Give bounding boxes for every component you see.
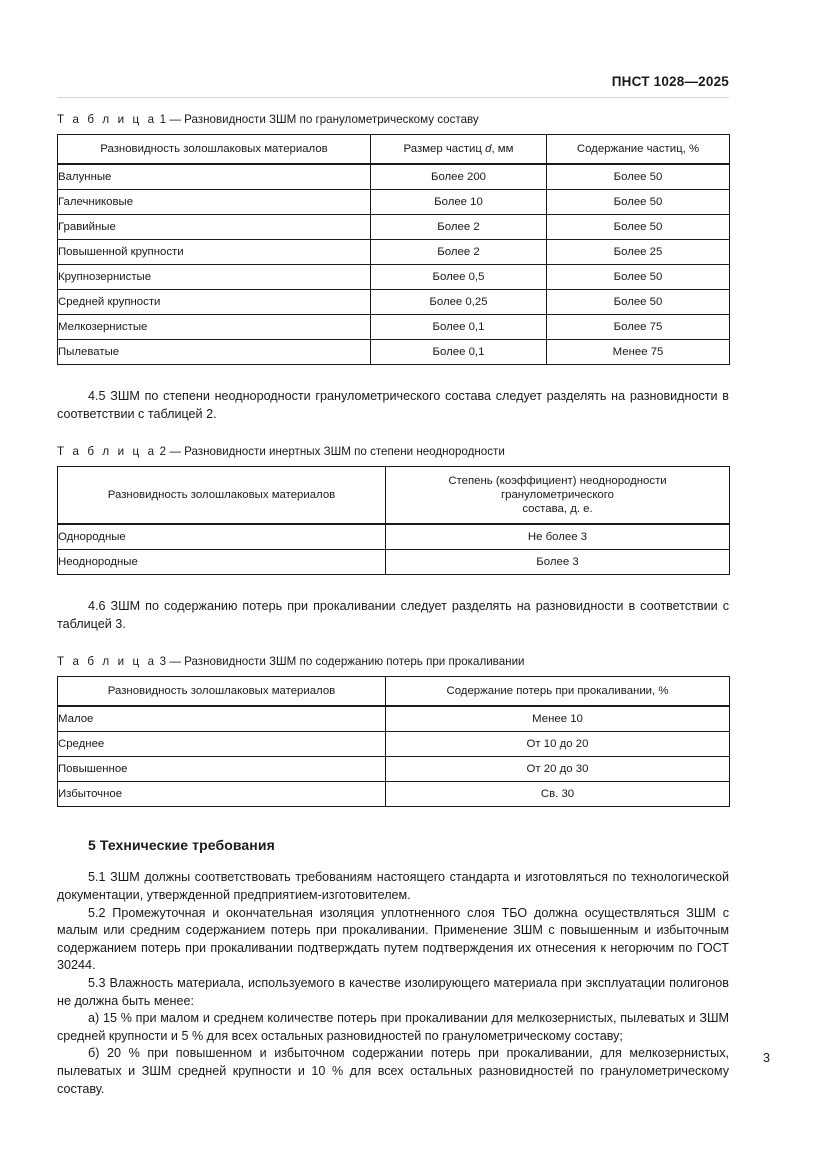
table2-caption [57, 444, 729, 459]
table1-cell-3-0: Повышенной крупности [58, 240, 371, 265]
table-1 [57, 134, 730, 365]
table3-caption-text: — Разновидности ЗШМ по содержанию потерь при прокаливании [169, 655, 525, 669]
page-header [57, 74, 729, 98]
table1-cell-4-2: Более 50 [547, 265, 730, 290]
table1-cell-5-2: Более 50 [547, 290, 730, 315]
standard-number: ПНСТ 1028—2025 [611, 74, 729, 89]
paragraph-5-3-item-a: а) 15 % при малом и среднем количестве потерь при прокаливании для мелкозернистых, пылеватых и ЗШМ средней крупности и 5 % для всех остальных разновидностей по гранулометрическому составу; [57, 1011, 729, 1043]
table1-cell-5-1: Более 0,25 [371, 290, 547, 315]
table1-caption-number: 1 [159, 113, 167, 126]
table3-col-header-0: Разновидность золошлаковых материалов [58, 677, 386, 707]
table1-col-header-1-suffix: , мм [491, 143, 514, 155]
table-row [58, 550, 730, 575]
table1-cell-5-0: Средней крупности [58, 290, 371, 315]
table1-cell-3-1: Более 2 [371, 240, 547, 265]
table1-cell-0-0: Валунные [58, 164, 371, 190]
table2-caption-label: Т а б л и ц а [57, 445, 157, 459]
table1-cell-1-0: Галечниковые [58, 190, 371, 215]
table3-cell-1-1: От 10 до 20 [386, 732, 730, 757]
paragraph-5-2: 5.2 Промежуточная и окончательная изоляция уплотненного слоя ТБО должна осуществляться ЗШМ с малым или средним содержанием потерь при прокаливании. Применение ЗШМ с повышенным и избыточным содержанием потерь при прокаливании подтверждать путем подтверждения их отнесения к негорючим по ГОСТ 30244. [57, 905, 729, 973]
table1-cell-2-0: Гравийные [58, 215, 371, 240]
table3-cell-1-0: Среднее [58, 732, 386, 757]
table-row [58, 240, 730, 265]
table1-caption [57, 112, 729, 127]
table3-cell-3-1: Св. 30 [386, 782, 730, 807]
table2-col-header-1-line1: Степень (коэффициент) неоднородности гранулометрического [448, 475, 667, 502]
table1-cell-2-1: Более 2 [371, 215, 547, 240]
page-number: 3 [762, 1051, 770, 1065]
table-row [58, 757, 730, 782]
table2-col-header-0: Разновидность золошлаковых материалов [58, 467, 386, 525]
table1-cell-4-0: Крупнозернистые [58, 265, 371, 290]
table3-caption-label: Т а б л и ц а [57, 655, 157, 669]
table2-caption-text: — Разновидности инертных ЗШМ по степени неоднородности [169, 445, 505, 459]
table1-header-row [58, 135, 730, 165]
paragraph-4-6: 4.6 ЗШМ по содержанию потерь при прокаливании следует разделять на разновидности в соответствии с таблицей 3. [57, 599, 729, 631]
table1-col-header-0: Разновидность золошлаковых материалов [58, 135, 371, 165]
table3-cell-3-0: Избыточное [58, 782, 386, 807]
table2-header-row [58, 467, 730, 525]
table-row [58, 524, 730, 550]
table2-col-header-1-line2: состава, д. е. [522, 503, 593, 516]
paragraph-4-5: 4.5 ЗШМ по степени неоднородности гранулометрического состава следует разделять на разновидности в соответствии с таблицей 2. [57, 389, 729, 421]
table-row [58, 315, 730, 340]
table-row [58, 732, 730, 757]
table1-cell-0-2: Более 50 [547, 164, 730, 190]
table3-header-row [58, 677, 730, 707]
table1-col-header-1 [371, 135, 547, 165]
section-5-heading: 5 Технические требования [88, 837, 275, 854]
table-row [58, 340, 730, 365]
table1-col-header-1-prefix: Размер частиц [403, 143, 486, 155]
table2-cell-1-1: Более 3 [386, 550, 730, 575]
page-content [57, 112, 729, 1098]
table1-cell-3-2: Более 25 [547, 240, 730, 265]
table1-cell-0-1: Более 200 [371, 164, 547, 190]
table1-cell-6-0: Мелкозернистые [58, 315, 371, 340]
table1-cell-7-0: Пылеватые [58, 340, 371, 365]
table3-col-header-1: Содержание потерь при прокаливании, % [386, 677, 730, 707]
table-2 [57, 466, 730, 575]
table1-cell-1-2: Более 50 [547, 190, 730, 215]
table2-cell-0-0: Однородные [58, 524, 386, 550]
paragraph-5-3: 5.3 Влажность материала, используемого в качестве изолирующего материала при эксплуатации полигонов не должна быть менее: [57, 975, 729, 1008]
table1-cell-2-2: Более 50 [547, 215, 730, 240]
table2-cell-0-1: Не более 3 [386, 524, 730, 550]
table1-caption-label: Т а б л и ц а [57, 113, 157, 126]
table3-cell-2-1: От 20 до 30 [386, 757, 730, 782]
table-row [58, 164, 730, 190]
table1-cell-6-1: Более 0,1 [371, 315, 547, 340]
table1-cell-4-1: Более 0,5 [371, 265, 547, 290]
table3-caption-number: 3 [159, 655, 167, 669]
table2-col-header-1 [386, 467, 730, 525]
header-rule [57, 97, 729, 98]
table1-caption-text: — Разновидности ЗШМ по гранулометрическому составу [169, 113, 479, 126]
table1-cell-1-1: Более 10 [371, 190, 547, 215]
table-row [58, 265, 730, 290]
table-row [58, 215, 730, 240]
table-3 [57, 676, 730, 807]
table1-col-header-1-symbol: d [485, 143, 492, 155]
table-row [58, 290, 730, 315]
table1-cell-7-2: Менее 75 [547, 340, 730, 365]
paragraph-5-3-item-b: б) 20 % при повышенном и избыточном содержании потерь при прокаливании, для мелкозернистых, пылеватых и ЗШМ средней крупности и 10 % для всех остальных разновидностей по гранулометрическому составу. [57, 1046, 729, 1096]
table3-cell-0-0: Малое [58, 706, 386, 732]
table1-cell-7-1: Более 0,1 [371, 340, 547, 365]
table2-cell-1-0: Неоднородные [58, 550, 386, 575]
table-row [58, 782, 730, 807]
paragraph-5-1: 5.1 ЗШМ должны соответствовать требованиям настоящего стандарта и изготовляться по технологической документации, утвержденной предприятием-изготовителем. [57, 870, 729, 902]
table1-col-header-2: Содержание частиц, % [547, 135, 730, 165]
table-row [58, 706, 730, 732]
table3-caption [57, 654, 729, 669]
table3-cell-2-0: Повышенное [58, 757, 386, 782]
table1-cell-6-2: Более 75 [547, 315, 730, 340]
table2-caption-number: 2 [159, 445, 167, 459]
table-row [58, 190, 730, 215]
table3-cell-0-1: Менее 10 [386, 706, 730, 732]
